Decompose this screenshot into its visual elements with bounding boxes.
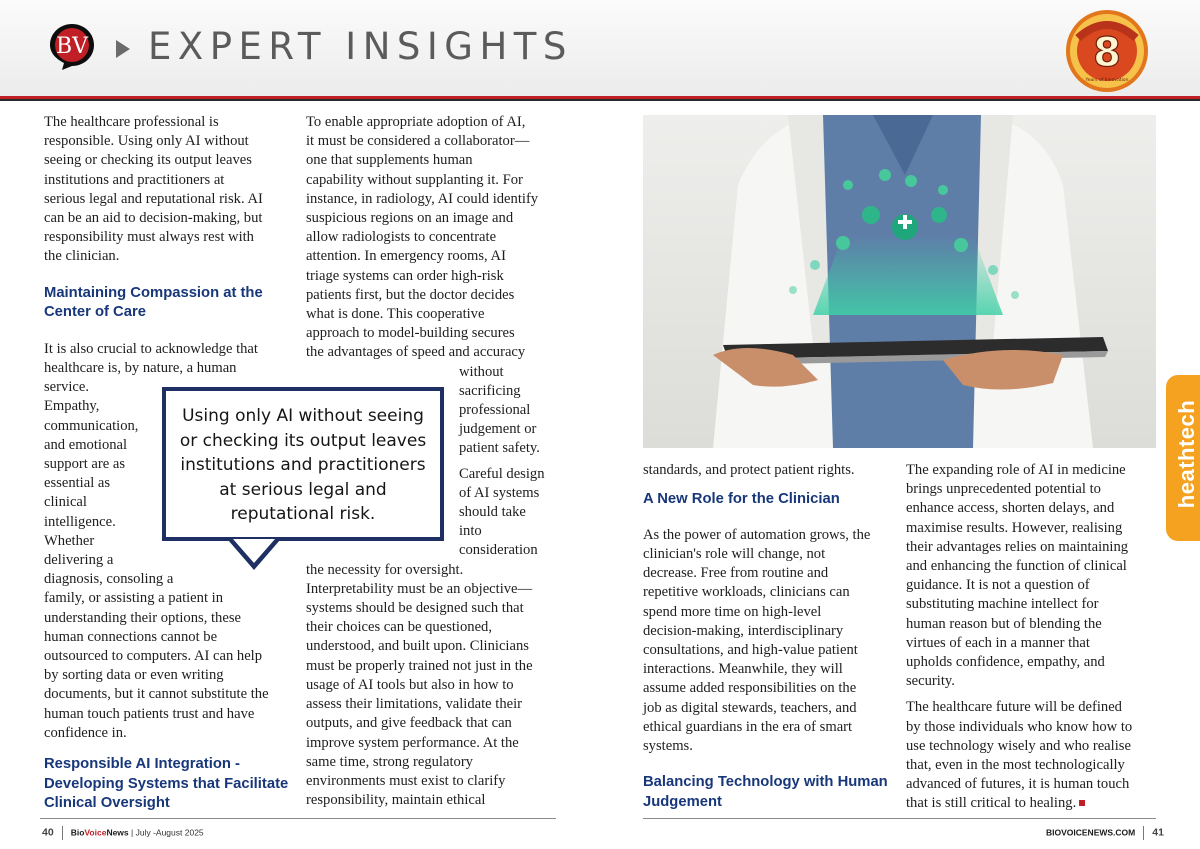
header-dark-rule	[0, 99, 1200, 101]
column-4	[906, 461, 1158, 814]
biovoice-logo	[48, 22, 96, 70]
col2-design-paragraph: Careful design of AI systems should take into consideration the necessity for oversight. Interpretability must be an objective— systems should be designed such that their choices can be questioned, understood, and built upon. Clinicians must be properly trained not just in the usage of AI tools but also in how to assess their limitations, validate their outputs, and give feedback that can improve system performance. At the same time, strong regulatory environments must exist to clarify responsibility, maintain ethical	[306, 465, 545, 809]
col4-expanding-role-paragraph: The expanding role of AI in medicine brings unprecedented potential to enhance access, shorten delays, and maximise results. However, realising their advantages relies on maintaining and enhancing the function of clinical guidance. It is not a question of substituting machine intellect for human reason but of blending the virtues of each in a manner that upholds confidence, empathy, and security.	[906, 462, 1129, 690]
footer-brand: BioVoiceNews	[70, 827, 129, 838]
footer-site: BIOVOICENEWS.COM	[1046, 827, 1136, 838]
col1-intro-paragraph: The healthcare professional is responsible. Using only AI without seeing or checking its output leaves institutions and practitioners at serious legal and reputational risk. AI can be an aid to decision-making, but responsibility must always rest with the clinician.	[44, 114, 263, 265]
page-number-left: 40	[42, 826, 54, 839]
heading-maintaining-compassion: Maintaining Compassion at the Center of Care	[44, 284, 263, 321]
badge-bottom-text: Years of Innovation	[1085, 78, 1129, 83]
footer-issue: | July -August 2025	[131, 827, 204, 838]
footer-left	[42, 826, 204, 840]
heading-responsible-ai: Responsible AI Integration - Developing Systems that Facilitate Clinical Oversight	[44, 756, 289, 812]
footer-rule-right	[643, 818, 1156, 819]
anniversary-badge	[1064, 8, 1150, 94]
page-number-right: 41	[1152, 826, 1164, 839]
footer-right	[1046, 826, 1164, 840]
heading-balancing-technology: Balancing Technology with Human Judgement	[643, 774, 888, 810]
pull-quote-text: Using only AI without seeing or checking its output leaves institutions and practitioners at serious legal and reputational risk.	[179, 406, 427, 524]
badge-number: 8	[1093, 30, 1121, 76]
column-3	[643, 461, 895, 812]
side-tab-heathtech	[1166, 375, 1200, 541]
col2-collaborator-paragraph: To enable appropriate adoption of AI, it must be considered a collaborator— one that supplements human capability without supplanting it. For instance, in radiology, AI could identify suspicious regions on an image and allow radiologists to concentrate attention. In emergency rooms, AI triage systems can order high-risk patients first, but the doctor decides what is done. This cooperative approach to model-building secures the advantages of speed and accuracy without sacrificing professional judgement or patient safety.	[306, 114, 540, 457]
heading-new-role-clinician: A New Role for the Clinician	[643, 491, 840, 508]
pull-quote-tail-inner	[233, 539, 275, 563]
logo-text: BV	[55, 34, 89, 59]
col1-compassion-paragraph: It is also crucial to acknowledge that healthcare is, by nature, a human service. Empathy, communication, and emotional support are as essential as clinical intelligence. Whether delivering a diagnosis, consoling a family, or assisting a patient in understanding their options, these human connections cannot be outsourced to computers. AI can help by sorting data or even writing documents, but it cannot substitute the human touch patients trust and have confidence in.	[44, 340, 269, 741]
doctor-holding-tablet-photo	[643, 115, 1156, 448]
side-tab-label: heathtech	[1174, 399, 1199, 509]
footer-rule-left	[40, 818, 556, 819]
col3-continuation: standards, and protect patient rights.	[643, 462, 855, 478]
col3-automation-paragraph: As the power of automation grows, the clinician's role will change, not decrease. Free from routine and repetitive workloads, clinicians can spend more time on high-level decision-making, interdisciplinary consultations, and high-value patient interactions. Meanwhile, they will assume added responsibilities on the job as digital stewards, teachers, and ethical guardians in the era of smart systems.	[643, 526, 871, 755]
pull-quote-box	[162, 387, 444, 541]
section-title: EXPERT INSIGHTS	[148, 25, 573, 68]
section-arrow-icon	[116, 40, 130, 58]
col4-future-paragraph: The healthcare future will be defined by those individuals who know how to use technology wisely and who realise that, even in the most technologically advanced of futures, it is human touch that is still critical to healing.	[906, 699, 1133, 812]
page-header	[0, 0, 1200, 96]
article-end-mark	[1079, 800, 1085, 806]
